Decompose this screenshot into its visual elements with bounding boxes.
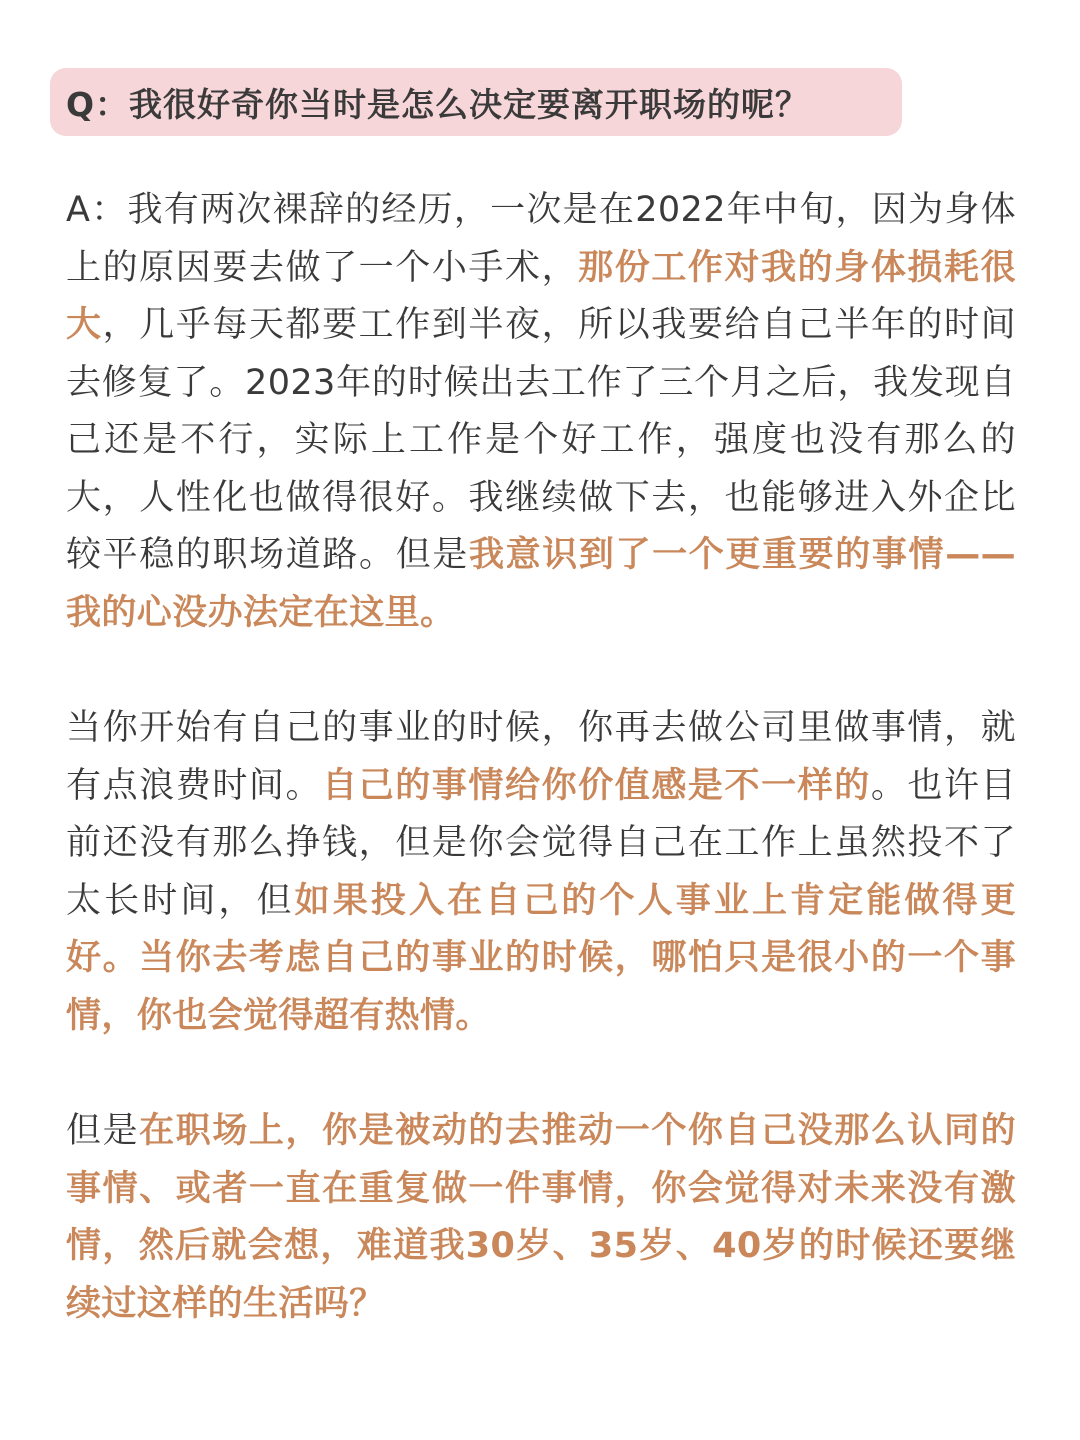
paragraph-text: 。也许目前还没有那么挣钱，但是你会觉得自己在工作上虽然投不了太长时间，但 bbox=[66, 765, 1016, 921]
paragraph-text: A：我有两次裸辞的经历，一次是在2022年中旬，因为身体上的原因要去做了一个小手术， bbox=[66, 190, 1016, 288]
question-text: Q：我很好奇你当时是怎么决定要离开职场的呢？ bbox=[66, 84, 810, 124]
answer-paragraph bbox=[66, 1103, 1016, 1333]
highlighted-text: 如果投入在自己的个人事业上肯定能做得更好。当你去考虑自己的事业的时候，哪怕只是很小的一个事情，你也会觉得超有热情。 bbox=[66, 880, 1016, 1036]
paragraph-text: 但是 bbox=[66, 1111, 140, 1151]
highlighted-text: 自己的事情给你价值感是不一样的 bbox=[322, 765, 871, 806]
question-banner bbox=[50, 68, 902, 136]
answer-paragraph bbox=[66, 700, 1016, 1045]
answer-paragraph bbox=[66, 182, 1016, 642]
paragraph-text: ，几乎每天都要工作到半夜，所以我要给自己半年的时间去修复了。2023年的时候出去工作了三个月之后，我发现自己还是不行，实际上工作是个好工作，强度也没有那么的大，人性化也做得很好。我继续做下去，也能够进入外企比较平稳的职场道路。但是 bbox=[66, 305, 1016, 575]
highlighted-text: 在职场上，你是被动的去推动一个你自己没那么认同的事情、或者一直在重复做一件事情，你会觉得对未来没有激情，然后就会想，难道我30岁、35岁、40岁的时候还要继续过这样的生活吗？ bbox=[66, 1111, 1016, 1324]
answer-body bbox=[66, 182, 1016, 1333]
highlighted-text: 那份工作对我的身体损耗很大 bbox=[66, 247, 1016, 345]
highlighted-text: 我意识到了一个更重要的事情——我的心没办法定在这里。 bbox=[66, 535, 1016, 633]
paragraph-text: 当你开始有自己的事业的时候，你再去做公司里做事情，就有点浪费时间。 bbox=[66, 708, 1016, 806]
